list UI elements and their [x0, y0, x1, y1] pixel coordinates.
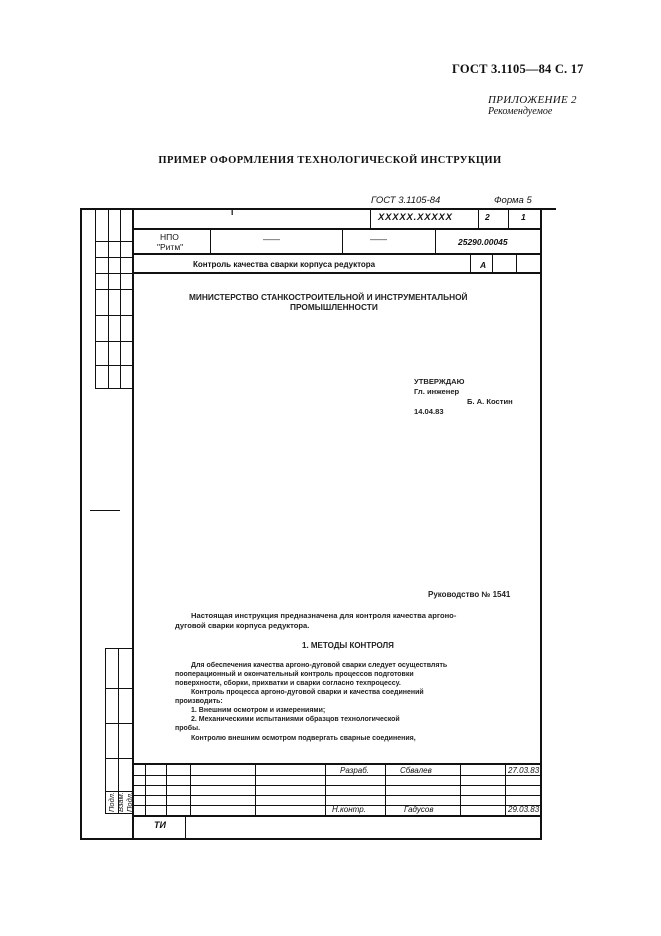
developer-name: Сбвалев [400, 766, 432, 775]
appendix-note: Рекомендуемое [488, 106, 553, 117]
norm-control-label: Н.контр. [332, 805, 366, 814]
paragraph-line: Контроль процесса аргоно-дуговой сварки и качества соединений [191, 689, 424, 696]
org-name-line1: НПО [160, 232, 179, 242]
side-label: Взам. [116, 792, 125, 812]
intro-line1: Настоящая инструкция предназначена для контроля качества аргоно- [191, 611, 457, 620]
sheet-count: 2 [485, 212, 490, 222]
sheet-number: 1 [521, 212, 526, 222]
frame-border-top [80, 208, 556, 210]
dash-field-1: —— [263, 234, 280, 244]
frame-border-bottom [80, 838, 542, 840]
approve-name: Б. А. Костин [467, 397, 513, 406]
paragraph-line: поверхности, сборки, прихватки и сварки согласно техпроцессу. [175, 680, 401, 687]
org-name-line2: "Ритм" [157, 242, 184, 252]
paragraph-line: пооперационный и окончательный контроль процессов подготовки [175, 671, 414, 678]
approve-role: Гл. инженер [414, 387, 460, 396]
side-label: Подл. [125, 791, 134, 812]
norm-control-date: 29.03.83 [508, 805, 540, 814]
norm-control-name: Гадусов [404, 805, 434, 814]
approve-date: 14.04.83 [414, 407, 444, 416]
section-title: 1. МЕТОДЫ КОНТРОЛЯ [302, 641, 394, 650]
developer-date: 27.03.83 [508, 766, 540, 775]
paragraph-line: 2. Механическими испытаниями образцов технологической [191, 716, 400, 723]
top-mark: I [231, 207, 234, 217]
form-gost-label: ГОСТ 3.1105-84 [371, 195, 441, 206]
guide-number: Руководство № 1541 [428, 590, 511, 599]
side-label: Подл. [107, 791, 116, 812]
dash-field-2: —— [370, 234, 387, 244]
standard-header: ГОСТ 3.1105—84 С. 17 [452, 62, 584, 76]
paragraph-line: 1. Внешним осмотром и измерениями; [191, 707, 326, 714]
form-number-label: Форма 5 [494, 195, 532, 206]
approve-label: УТВЕРЖДАЮ [414, 377, 465, 386]
paragraph-line: производить: [175, 698, 223, 705]
paragraph-line: пробы. [175, 725, 201, 732]
subject-line: Контроль качества сварки корпуса редуктора [193, 260, 376, 269]
left-mark [90, 510, 120, 511]
frame-border-right [540, 208, 542, 840]
part-number: 25290.00045 [458, 237, 508, 247]
ministry-line1: МИНИСТЕРСТВО СТАНКОСТРОИТЕЛЬНОЙ И ИНСТРУМЕНТАЛЬНОЙ [189, 292, 468, 302]
letter-cell: А [480, 260, 487, 270]
form-code: ТИ [154, 820, 166, 830]
appendix-label: ПРИЛОЖЕНИЕ 2 [488, 94, 577, 106]
doc-code: ХХХХХ.ХХХХХ [378, 212, 453, 223]
frame-border-left [80, 208, 82, 840]
paragraph-line: Для обеспечения качества аргоно-дуговой сварки следует осуществлять [191, 662, 448, 669]
page-title: ПРИМЕР ОФОРМЛЕНИЯ ТЕХНОЛОГИЧЕСКОЙ ИНСТРУКЦИИ [158, 155, 502, 166]
ministry-line2: ПРОМЫШЛЕННОСТИ [290, 302, 378, 312]
paragraph-line: Контролю внешним осмотром подвергать сварные соединения, [191, 735, 416, 742]
intro-line2: дуговой сварки корпуса редуктора. [175, 621, 310, 630]
developer-label: Разраб. [340, 766, 369, 775]
